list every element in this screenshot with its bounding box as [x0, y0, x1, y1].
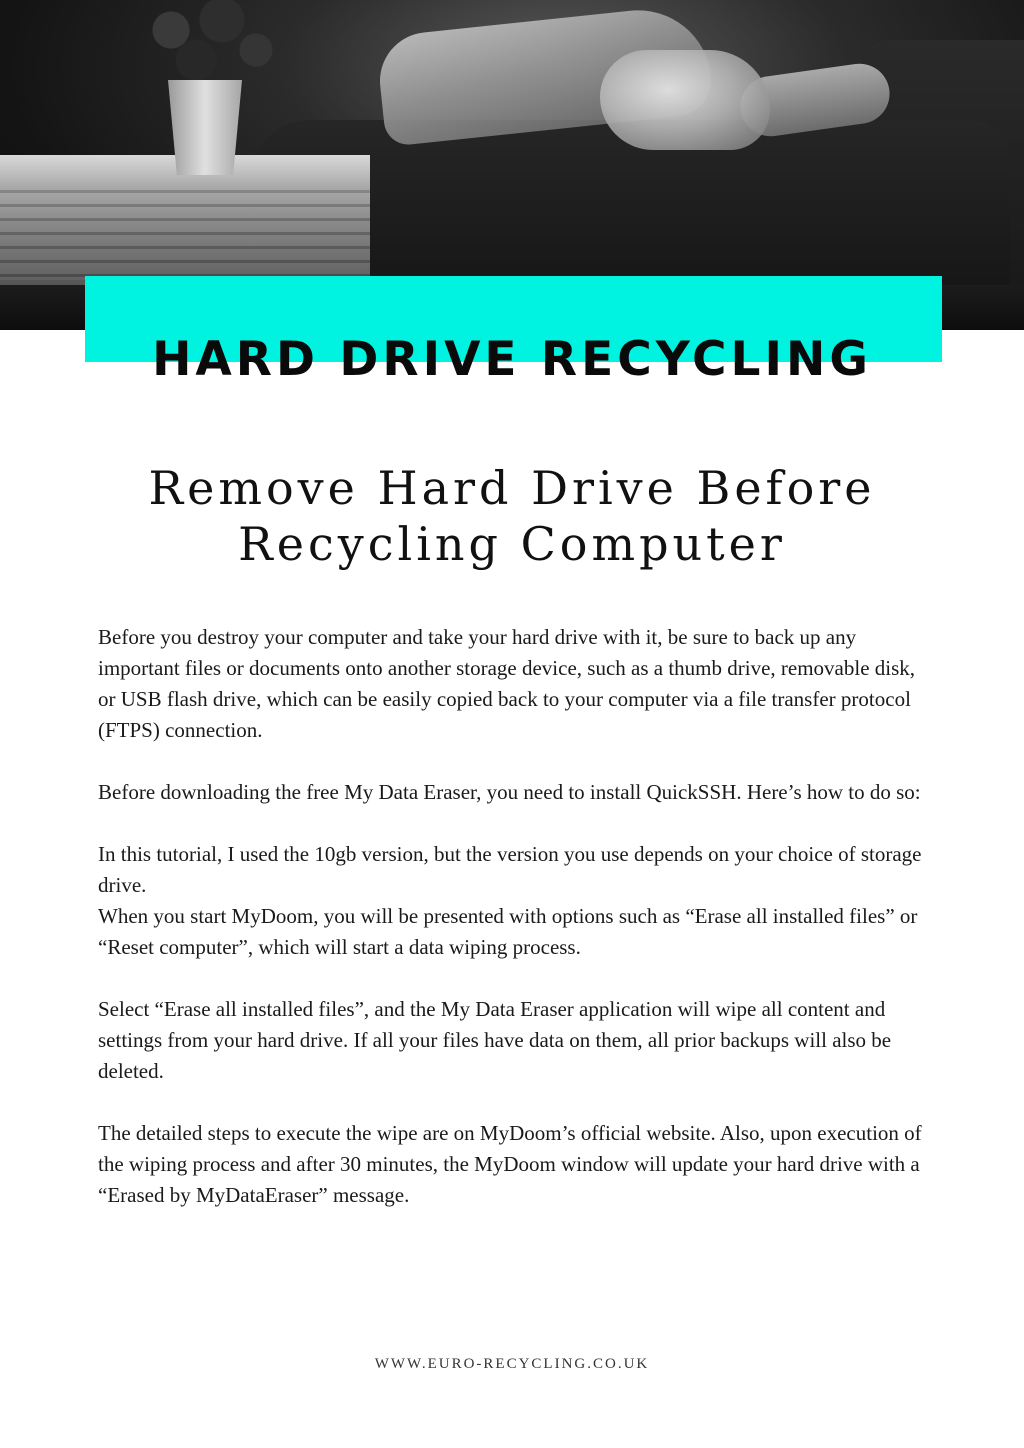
paragraph: Before downloading the free My Data Eraser, you need to install QuickSSH. Here’s how to do so:	[98, 780, 921, 804]
plant-shape	[120, 0, 290, 90]
article-subtitle	[100, 460, 924, 572]
paragraph: When you start MyDoom, you will be presented with options such as “Erase all installed files” or “Reset computer”, which will start a data wiping process.	[98, 904, 918, 959]
paragraph: Before you destroy your computer and take your hard drive with it, be sure to back up any important files or documents onto another storage device, such as a thumb drive, removable disk, or USB flash drive, which can be easily copied back to your computer via a file transfer protocol (FTPS) connection.	[98, 625, 916, 742]
page-title: HARD DRIVE RECYCLING	[152, 332, 872, 387]
subtitle-line-2: Recycling Computer	[238, 517, 786, 571]
hair-shape	[600, 50, 770, 150]
paragraph: The detailed steps to execute the wipe are on MyDoom’s official website. Also, upon execution of the wiping process and after 30 minutes, the MyDoom window will update your hard drive with a “Erased by MyDataEraser” message.	[98, 1121, 922, 1207]
footer-website: WWW.EURO-RECYCLING.CO.UK	[374, 1356, 650, 1372]
vase-shape	[168, 80, 242, 175]
paragraph: Select “Erase all installed files”, and the My Data Eraser application will wipe all content and settings from your hard drive. If all your files have data on them, all prior backups will also be deleted.	[98, 997, 892, 1083]
subtitle-line-1: Remove Hard Drive Before	[148, 461, 876, 515]
paragraph: In this tutorial, I used the 10gb version, but the version you use depends on your choice of storage drive.	[98, 842, 922, 897]
article-body	[98, 622, 928, 1242]
book-pages-shape	[0, 190, 370, 280]
